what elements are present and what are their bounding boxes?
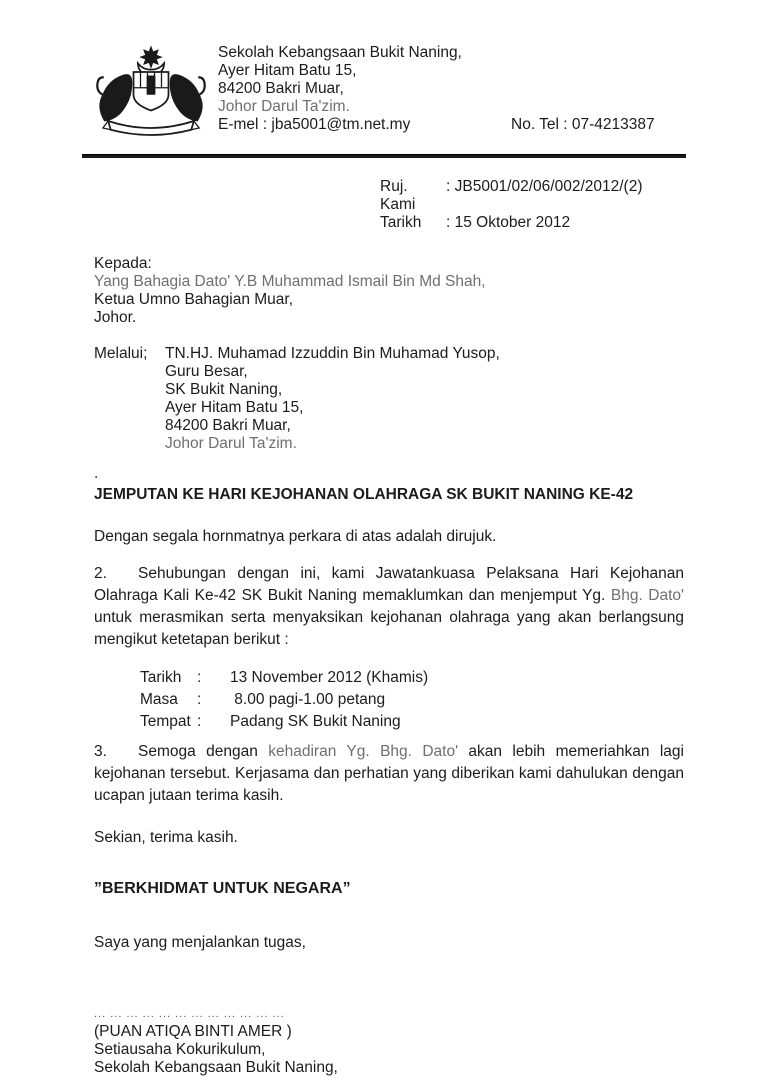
paragraph-2 — [94, 563, 684, 651]
through-lines — [165, 345, 500, 453]
reference-row — [380, 178, 768, 214]
stray-dot: . — [94, 465, 99, 482]
recipient-name: Yang Bahagia Dato' Y.B Muhammad Ismail Bin Md Shah, — [94, 273, 486, 290]
kepada-label: Kepada: — [94, 255, 152, 272]
sign-off-line: Saya yang menjalankan tugas, — [94, 933, 306, 951]
detail-label: Tarikh — [140, 668, 182, 686]
ref-value: : JB5001/02/06/002/2012/(2) — [446, 178, 643, 195]
signature-dotted-line: ... ... ... ... ... ... ... ... ... ... ... ... — [94, 1007, 285, 1020]
detail-label: Tempat — [140, 712, 191, 730]
closing-line: Sekian, terima kasih. — [94, 828, 238, 846]
through-line: 84200 Bakri Muar, — [165, 417, 291, 434]
opening-line: Dengan segala hornmatnya perkara di atas adalah dirujuk. — [94, 528, 497, 545]
paragraph-text-muted: kehadiran Yg. Bhg. Dato' — [268, 742, 459, 760]
paragraph-text: Sehubungan dengan ini, kami Jawatankuasa Pelaksana Hari Kejohanan Olahraga Kali Ke-42 SK Bukit Naning memaklumkan dan menjemput Yg. — [94, 565, 684, 604]
letterhead — [94, 0, 768, 142]
through-line: SK Bukit Naning, — [165, 381, 283, 398]
through-line: Guru Besar, — [165, 363, 248, 380]
signatory-title: Setiausaha Kokurikulum, — [94, 1040, 266, 1058]
detail-colon: : — [197, 690, 202, 708]
signatory-org: Sekolah Kebangsaan Bukit Naning, — [94, 1058, 338, 1076]
ref-label: Ruj. Kami — [380, 178, 416, 213]
address-line: Ayer Hitam Batu 15, — [218, 62, 357, 79]
date-row — [380, 214, 768, 232]
phone-line: No. Tel : 07-4213387 — [511, 116, 655, 133]
malaysia-coat-of-arms-icon — [94, 44, 208, 142]
signature-block — [94, 1006, 768, 1077]
through-block — [94, 345, 768, 453]
recipient-block — [94, 255, 684, 327]
paragraph-number: 2. — [94, 565, 107, 582]
detail-colon: : — [197, 712, 202, 730]
detail-label: Masa — [140, 690, 178, 708]
detail-colon: : — [197, 668, 202, 686]
school-name: Sekolah Kebangsaan Bukit Naning, — [218, 44, 462, 61]
paragraph-text: akan lebih memeriahkan lagi kejohanan tersebut. Kerjasama dan perhatian yang diberikan kami dahulukan dengan ucapan jutaan terima kasih. — [94, 742, 684, 804]
event-details — [140, 667, 768, 733]
paragraph-3 — [94, 741, 684, 807]
address-line: 84200 Bakri Muar, — [218, 80, 344, 97]
detail-value: Padang SK Bukit Naning — [230, 712, 401, 730]
detail-row-time — [140, 689, 768, 711]
contact-row — [218, 116, 655, 134]
email-line: E-mel : jba5001@tm.net.my — [218, 116, 411, 133]
detail-value: 8.00 pagi-1.00 petang — [230, 690, 386, 708]
through-line: Ayer Hitam Batu 15, — [165, 399, 304, 416]
date-value: : 15 Oktober 2012 — [446, 214, 571, 231]
detail-value: 13 November 2012 (Khamis) — [230, 668, 429, 686]
reference-block — [380, 178, 768, 232]
paragraph-text: untuk merasmikan serta menyaksikan kejohanan olahraga yang akan berlangsung mengikut ketetapan berikut : — [94, 609, 684, 648]
subject-heading: JEMPUTAN KE HARI KEJOHANAN OLAHRAGA SK BUKIT NANING KE-42 — [94, 486, 634, 503]
recipient-state: Johor. — [94, 309, 137, 326]
through-label: Melalui; — [94, 345, 148, 362]
slogan-line: ”BERKHIDMAT UNTUK NEGARA” — [94, 879, 351, 897]
detail-row-venue — [140, 711, 768, 733]
date-label: Tarikh — [380, 214, 422, 231]
letterhead-divider — [82, 154, 686, 158]
letterhead-address — [218, 44, 655, 134]
paragraph-number: 3. — [94, 742, 107, 760]
paragraph-text-muted: Bhg. Dato' — [610, 587, 684, 604]
address-line: Johor Darul Ta'zim. — [218, 98, 350, 115]
paragraph-text: Semoga dengan — [138, 742, 269, 760]
recipient-title: Ketua Umno Bahagian Muar, — [94, 291, 294, 308]
signatory-name: (PUAN ATIQA BINTI AMER ) — [94, 1022, 292, 1040]
through-line: Johor Darul Ta'zim. — [165, 435, 297, 452]
through-name: TN.HJ. Muhamad Izzuddin Bin Muhamad Yusop, — [165, 345, 500, 362]
detail-row-date — [140, 667, 768, 689]
